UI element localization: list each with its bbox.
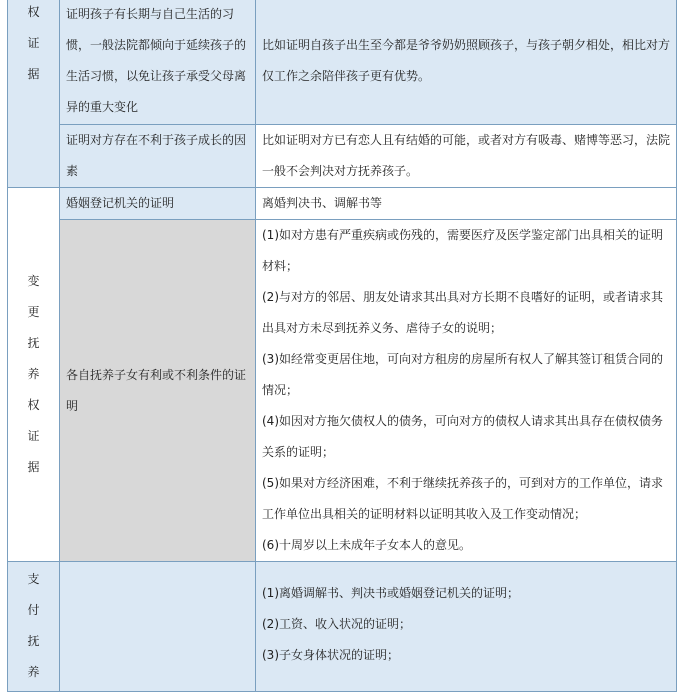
evidence-table — [7, 0, 677, 692]
list-item: (1)如对方患有严重疾病或伤残的，需要医疗及医学鉴定部门出具相关的证明材料； — [262, 228, 664, 273]
list-item: (3)子女身体状况的证明； — [262, 648, 399, 662]
table-row — [8, 562, 677, 692]
condition-cell: 婚姻登记机关的证明 — [60, 188, 256, 220]
condition-cell: 证明孩子有长期与自己生活的习惯，一般法院都倾向于延续孩子的生活习惯，以免让孩子承受父母离异的重大变化 — [60, 0, 256, 125]
label-char: 养 — [27, 665, 40, 679]
label-char: 更 — [27, 305, 40, 319]
list-item: (3)如经常变更居住地，可向对方租房的房屋所有权人了解其签订租赁合同的情况； — [262, 352, 664, 397]
label-char: 证 — [27, 429, 40, 443]
section-label-change-custody — [8, 188, 60, 562]
list-item: (1)离婚调解书、判决书或婚姻登记机关的证明； — [262, 586, 519, 600]
label-char: 变 — [27, 274, 40, 288]
table-row — [8, 220, 677, 562]
table-row — [8, 0, 677, 125]
label-char: 证 — [27, 36, 40, 50]
section-label-support — [8, 562, 60, 692]
table-row — [8, 125, 677, 188]
label-char: 支 — [27, 572, 40, 586]
evidence-cell: 比如证明自孩子出生至今都是爷爷奶奶照顾孩子，与孩子朝夕相处，相比对方仅工作之余陪伴孩子更有优势。 — [256, 0, 677, 125]
label-char: 养 — [27, 367, 40, 381]
evidence-list — [256, 562, 677, 692]
section-label-custody — [8, 0, 60, 188]
list-item: (2)工资、收入状况的证明； — [262, 617, 411, 631]
condition-cell: 证明对方存在不利于孩子成长的因素 — [60, 125, 256, 188]
evidence-cell: 比如证明对方已有恋人且有结婚的可能，或者对方有吸毒、赌博等恶习，法院一般不会判决对方抚养孩子。 — [256, 125, 677, 188]
evidence-cell: 离婚判决书、调解书等 — [256, 188, 677, 220]
label-char: 抚 — [27, 634, 40, 648]
label-char: 据 — [27, 67, 40, 81]
condition-cell: 各自抚养子女有利或不利条件的证明 — [60, 220, 256, 562]
label-char: 权 — [27, 398, 40, 412]
table-row — [8, 188, 677, 220]
label-char: 权 — [27, 5, 40, 19]
condition-cell — [60, 562, 256, 692]
list-item: (4)如因对方拖欠债权人的债务，可向对方的债权人请求其出具存在债权债务关系的证明； — [262, 414, 664, 459]
evidence-list — [256, 220, 677, 562]
list-item: (6)十周岁以上未成年子女本人的意见。 — [262, 538, 471, 552]
label-char: 据 — [27, 460, 40, 474]
list-item: (5)如果对方经济困难，不利于继续抚养孩子的，可到对方的工作单位，请求工作单位出具相关的证明材料以证明其收入及工作变动情况； — [262, 476, 664, 521]
label-char: 抚 — [27, 336, 40, 350]
list-item: (2)与对方的邻居、朋友处请求其出具对方长期不良嗜好的证明，或者请求其出具对方未尽到抚养义务、虐待子女的说明； — [262, 290, 664, 335]
label-char: 付 — [27, 603, 40, 617]
